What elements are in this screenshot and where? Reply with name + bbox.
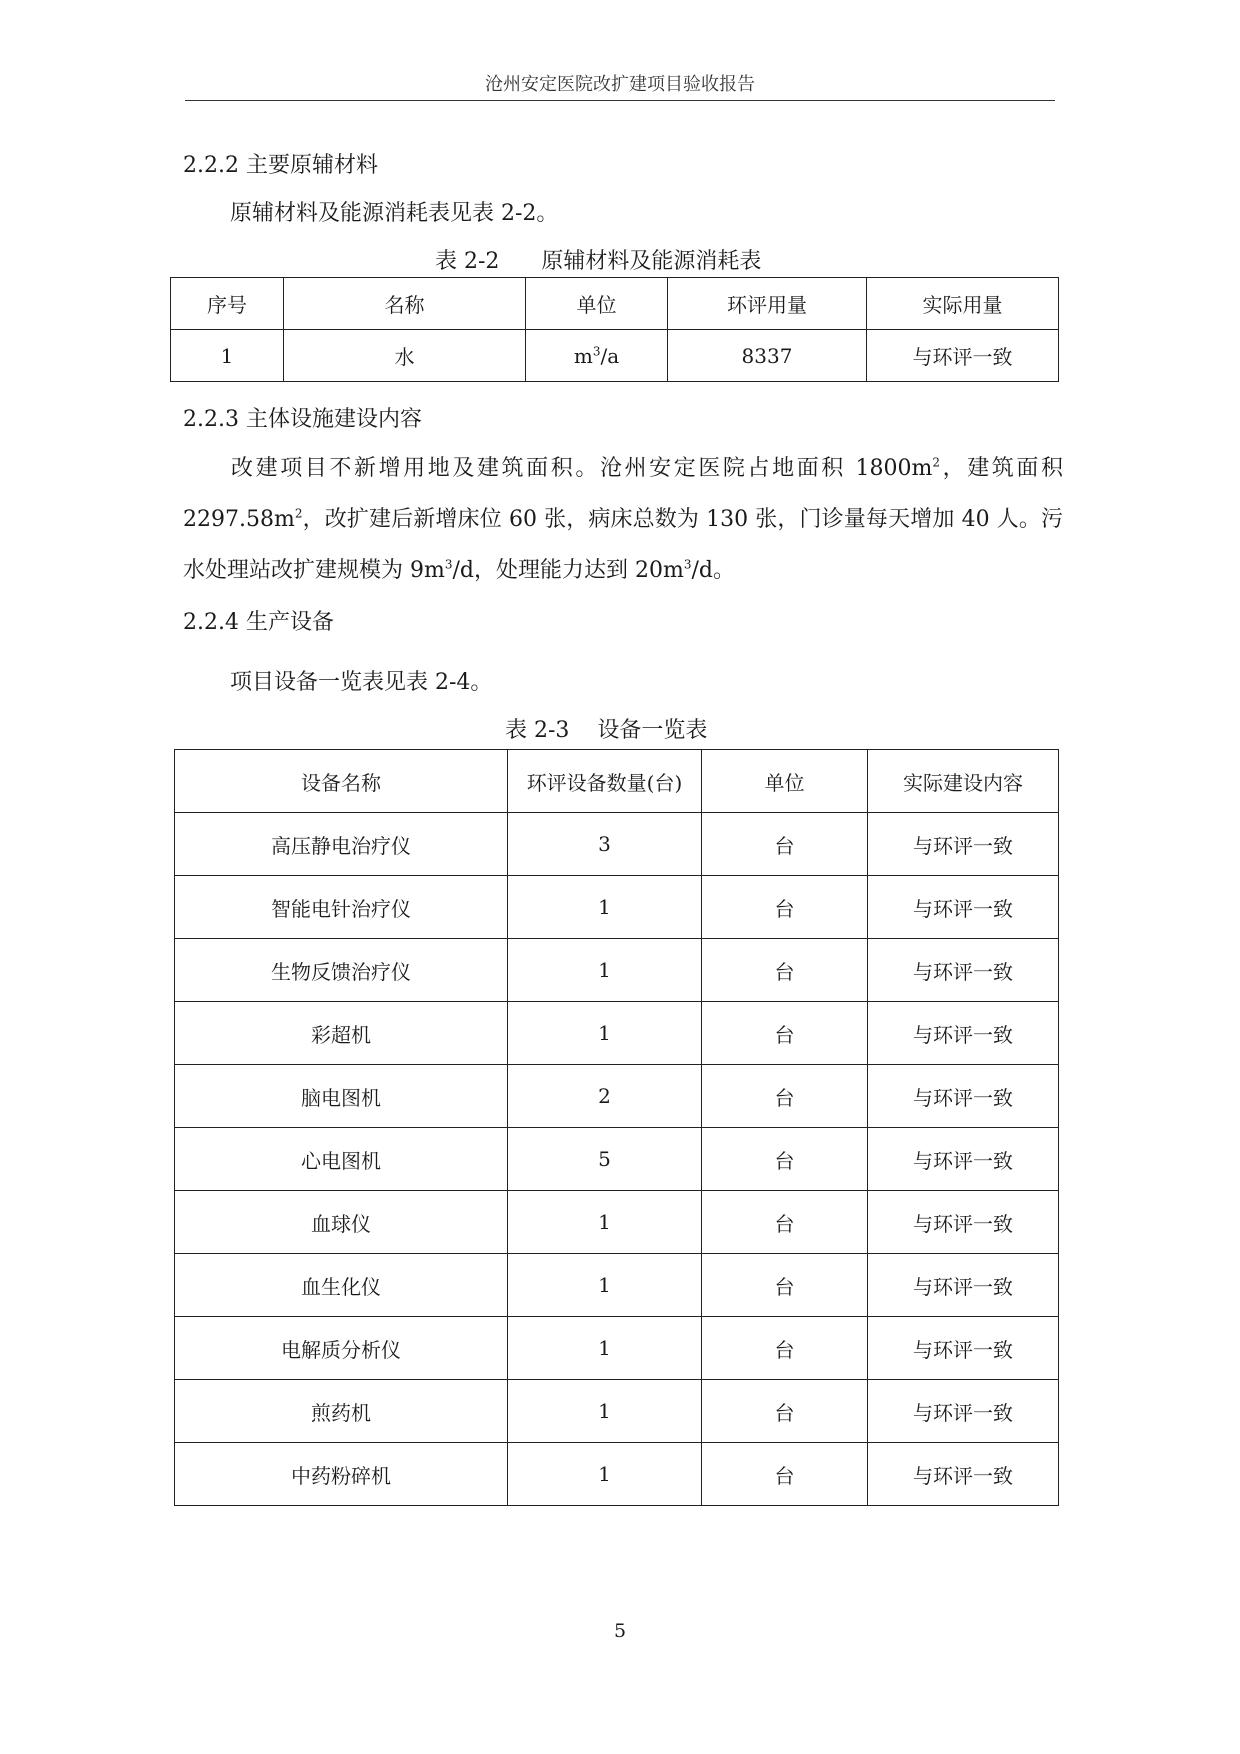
table-row xyxy=(175,1443,1059,1506)
unit-superscript: 3 xyxy=(592,343,601,358)
cell-quantity: 3 xyxy=(508,813,702,876)
cell-unit: 台 xyxy=(702,939,868,1002)
page-header-title: 沧州安定医院改扩建项目验收报告 xyxy=(485,74,755,95)
cell-quantity: 1 xyxy=(508,1443,702,1506)
table-row xyxy=(175,1128,1059,1191)
cell-unit: 台 xyxy=(702,876,868,939)
cell-unit: 台 xyxy=(702,813,868,876)
table-row xyxy=(175,1380,1059,1443)
unit-base: m xyxy=(573,343,593,368)
header-divider xyxy=(185,100,1055,101)
cell-quantity: 1 xyxy=(508,1317,702,1380)
table-2-2-caption: 表 2-2 原辅材料及能源消耗表 xyxy=(435,249,762,274)
cell-quantity: 1 xyxy=(508,876,702,939)
cell-unit: 台 xyxy=(702,1128,868,1191)
cell-name: 水 xyxy=(284,330,526,382)
header-cell-no: 序号 xyxy=(171,278,284,330)
table-row xyxy=(171,330,1059,382)
section-2-2-2-intro: 原辅材料及能源消耗表见表 2-2。 xyxy=(230,201,559,226)
header-cell-actual-amount: 实际用量 xyxy=(867,278,1059,330)
cell-quantity: 5 xyxy=(508,1128,702,1191)
cell-actual-construction: 与环评一致 xyxy=(868,813,1059,876)
section-heading-2-2-3: 2.2.3 主体设施建设内容 xyxy=(183,407,422,432)
cell-equipment-name: 煎药机 xyxy=(175,1380,508,1443)
cell-equipment-name: 心电图机 xyxy=(175,1128,508,1191)
table-header-row xyxy=(175,750,1059,813)
header-cell-name: 名称 xyxy=(284,278,526,330)
table-row xyxy=(175,813,1059,876)
table-row xyxy=(175,1191,1059,1254)
cell-actual-construction: 与环评一致 xyxy=(868,1254,1059,1317)
cell-actual-construction: 与环评一致 xyxy=(868,1380,1059,1443)
cell-equipment-name: 血球仪 xyxy=(175,1191,508,1254)
materials-energy-table xyxy=(170,277,1059,382)
header-cell-eia-quantity: 环评设备数量(台) xyxy=(508,750,702,813)
equipment-table xyxy=(174,749,1059,1506)
unit-rest: /a xyxy=(600,343,620,368)
cell-equipment-name: 高压静电治疗仪 xyxy=(175,813,508,876)
cell-quantity: 1 xyxy=(508,1191,702,1254)
cell-quantity: 1 xyxy=(508,1380,702,1443)
cell-unit: 台 xyxy=(702,1317,868,1380)
cell-equipment-name: 脑电图机 xyxy=(175,1065,508,1128)
header-cell-equipment-name: 设备名称 xyxy=(175,750,508,813)
cell-actual-construction: 与环评一致 xyxy=(868,939,1059,1002)
cell-actual-amount: 与环评一致 xyxy=(867,330,1059,382)
section-2-2-4-intro: 项目设备一览表见表 2-4。 xyxy=(230,670,493,695)
header-cell-actual-construction: 实际建设内容 xyxy=(868,750,1059,813)
cell-unit: 台 xyxy=(702,1191,868,1254)
table-2-3-caption: 表 2-3 设备一览表 xyxy=(505,718,708,743)
cell-unit: 台 xyxy=(702,1443,868,1506)
cell-equipment-name: 智能电针治疗仪 xyxy=(175,876,508,939)
cell-equipment-name: 彩超机 xyxy=(175,1002,508,1065)
table-row xyxy=(175,939,1059,1002)
cell-equipment-name: 生物反馈治疗仪 xyxy=(175,939,508,1002)
cell-unit: 台 xyxy=(702,1065,868,1128)
section-heading-2-2-2: 2.2.2 主要原辅材料 xyxy=(183,153,378,178)
table-row xyxy=(175,1002,1059,1065)
cell-actual-construction: 与环评一致 xyxy=(868,1317,1059,1380)
page-number: 5 xyxy=(613,1620,627,1642)
header-cell-unit: 单位 xyxy=(702,750,868,813)
table-row xyxy=(175,876,1059,939)
cell-eia-amount: 8337 xyxy=(668,330,867,382)
cell-unit xyxy=(526,330,668,382)
table-row xyxy=(175,1317,1059,1380)
cell-actual-construction: 与环评一致 xyxy=(868,876,1059,939)
cell-equipment-name: 中药粉碎机 xyxy=(175,1443,508,1506)
cell-quantity: 1 xyxy=(508,939,702,1002)
cell-actual-construction: 与环评一致 xyxy=(868,1002,1059,1065)
cell-actual-construction: 与环评一致 xyxy=(868,1128,1059,1191)
header-cell-eia-amount: 环评用量 xyxy=(668,278,867,330)
cell-no: 1 xyxy=(171,330,284,382)
section-2-2-3-paragraph: 改建项目不新增用地及建筑面积。沧州安定医院占地面积 $1800m^2$，建筑面积 $2297.58m^2$，改扩建后新增床位 60 张，病床总数为 130 张，门诊量每天增加 40 人。污水处理站改扩建规模为 $9m^3/d$，处理能力达到 $20m^3/d$。 xyxy=(183,455,1063,583)
cell-unit: 台 xyxy=(702,1380,868,1443)
table-header-row xyxy=(171,278,1059,330)
table-row xyxy=(175,1065,1059,1128)
cell-actual-construction: 与环评一致 xyxy=(868,1191,1059,1254)
table-row xyxy=(175,1254,1059,1317)
cell-quantity: 1 xyxy=(508,1254,702,1317)
cell-unit: 台 xyxy=(702,1254,868,1317)
header-cell-unit: 单位 xyxy=(526,278,668,330)
cell-quantity: 2 xyxy=(508,1065,702,1128)
cell-quantity: 1 xyxy=(508,1002,702,1065)
section-heading-2-2-4: 2.2.4 生产设备 xyxy=(183,610,334,635)
cell-actual-construction: 与环评一致 xyxy=(868,1065,1059,1128)
cell-unit: 台 xyxy=(702,1002,868,1065)
cell-actual-construction: 与环评一致 xyxy=(868,1443,1059,1506)
cell-equipment-name: 血生化仪 xyxy=(175,1254,508,1317)
cell-equipment-name: 电解质分析仪 xyxy=(175,1317,508,1380)
